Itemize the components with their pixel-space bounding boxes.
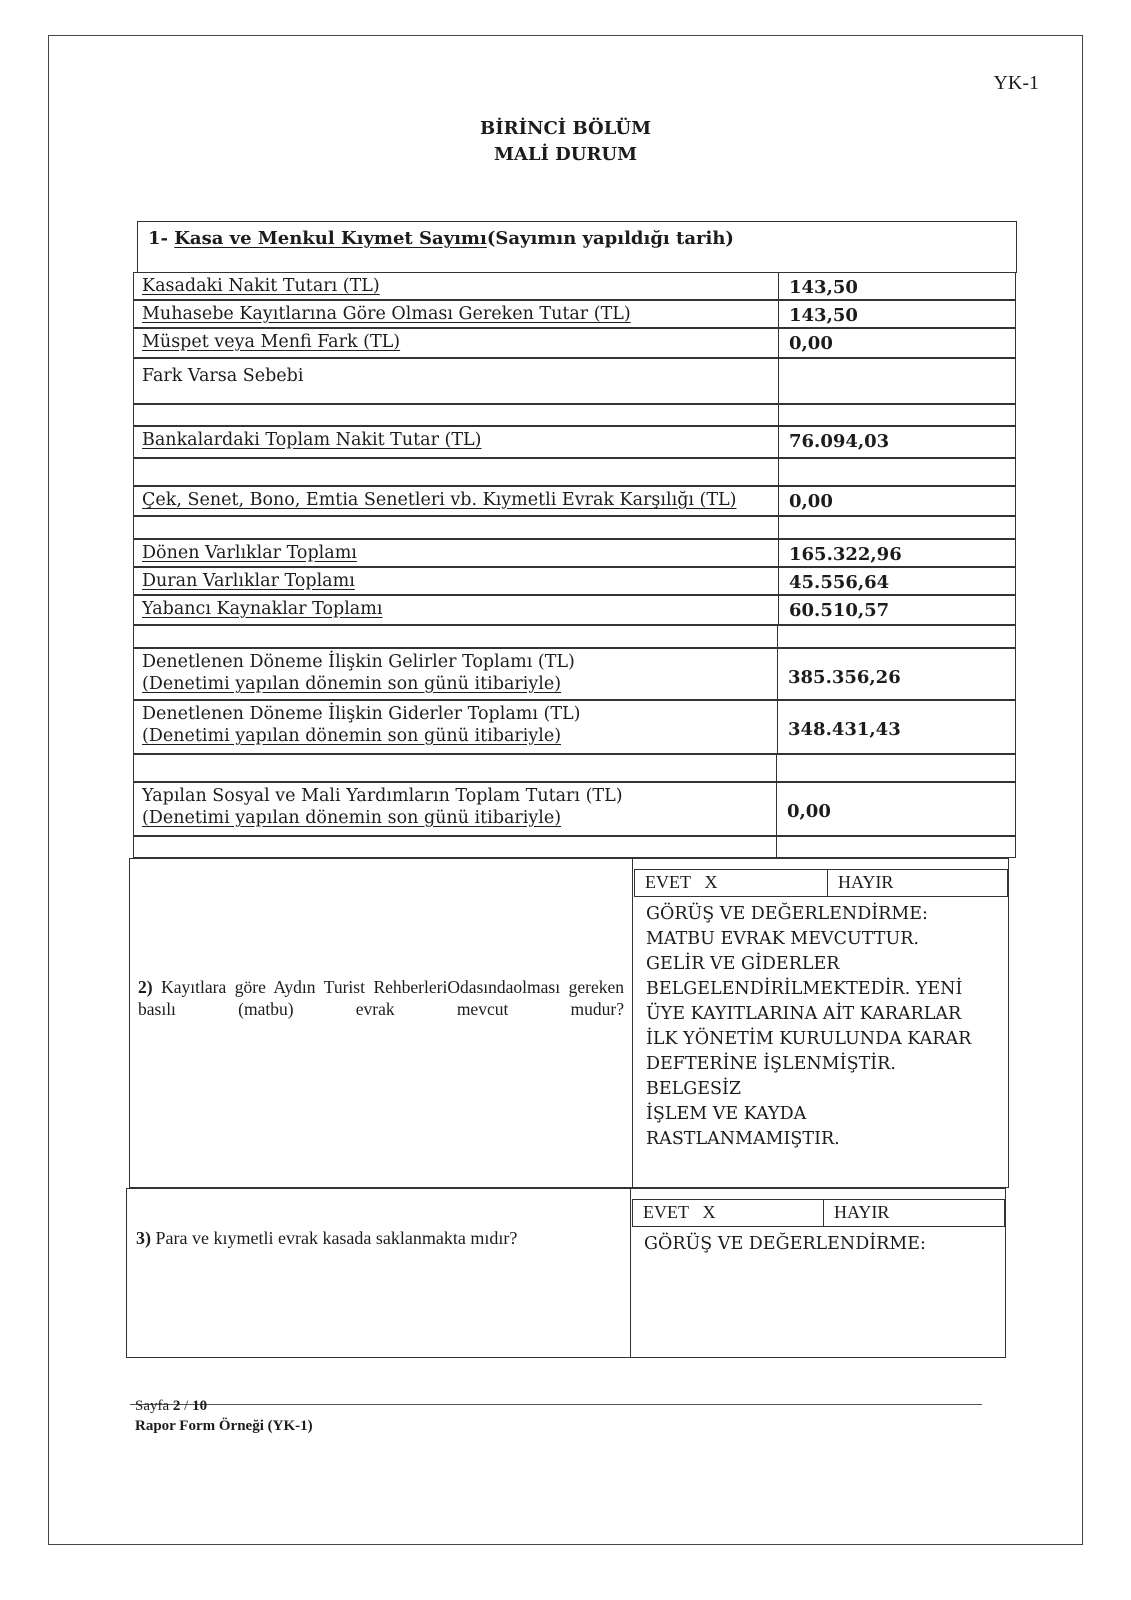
table-spacer-row xyxy=(133,625,1016,648)
section1-title xyxy=(137,221,1017,273)
row-value: 45.556,64 xyxy=(778,568,1017,594)
row-label xyxy=(134,701,777,749)
review-line: GELİR VE GİDERLER xyxy=(646,954,840,974)
row-value: 348.431,43 xyxy=(777,701,1017,753)
evet-check-mark: X xyxy=(702,1202,716,1222)
row-label-text: Muhasebe Kayıtlarına Göre Olması Gereken Tutar (TL) xyxy=(142,304,631,324)
row-value: 385.356,26 xyxy=(777,649,1017,699)
row-label-text: Yapılan Sosyal ve Mali Yardımların Toplam Tutarı (TL) xyxy=(142,786,623,806)
question2-answer-row xyxy=(634,869,1008,897)
question2-hayir-option[interactable] xyxy=(827,870,1009,896)
page-number xyxy=(135,1398,207,1415)
table-row xyxy=(133,486,1016,516)
question3-evet-option[interactable] xyxy=(633,1200,823,1226)
question3-review-title: GÖRÜŞ VE DEĞERLENDİRME: xyxy=(644,1234,926,1254)
row-label-text: Fark Varsa Sebebi xyxy=(142,366,304,386)
hayir-label: HAYIR xyxy=(838,872,894,892)
row-value: 143,50 xyxy=(778,301,1017,327)
row-label xyxy=(134,783,776,831)
row-label-text: Çek, Senet, Bono, Emtia Senetleri vb. Kıymetli Evrak Karşılığı (TL) xyxy=(142,490,737,510)
table-row xyxy=(133,648,1016,700)
row-value: 60.510,57 xyxy=(778,596,1017,624)
review-line: MATBU EVRAK MEVCUTTUR. xyxy=(646,929,919,949)
section1-title-main: Kasa ve Menkul Kıymet Sayımı xyxy=(174,228,487,249)
row-label-text: Dönen Varlıklar Toplamı xyxy=(142,543,357,563)
row-value: 0,00 xyxy=(778,487,1017,515)
row-label xyxy=(134,329,778,355)
row-label-text: Müspet veya Menfi Fark (TL) xyxy=(142,332,401,352)
question2-review-text xyxy=(646,927,996,1152)
section1-title-date: (Sayımın yapıldığı tarih) xyxy=(486,228,734,249)
row-value: 0,00 xyxy=(778,329,1017,357)
table-spacer-row xyxy=(133,458,1016,486)
review-line: DEFTERİNE İŞLENMİŞTİR. BELGESİZ xyxy=(646,1054,896,1099)
question3-answer-row xyxy=(632,1199,1005,1227)
question3-number: 3) xyxy=(136,1228,151,1248)
table-row xyxy=(133,328,1016,358)
table-spacer-cell xyxy=(776,755,1017,781)
question3-hayir-option[interactable] xyxy=(823,1200,1006,1226)
row-sublabel-text: (Denetimi yapılan dönemin son günü itibariyle) xyxy=(142,808,562,828)
row-label-text: Denetlenen Döneme İlişkin Giderler Toplamı (TL) xyxy=(142,704,581,724)
table-spacer-cell xyxy=(777,626,1017,647)
row-sublabel-text: (Denetimi yapılan dönemin son günü itibariyle) xyxy=(142,726,562,746)
question2-evet-option[interactable] xyxy=(635,870,827,896)
table-spacer-row xyxy=(133,404,1016,426)
page-label: Sayfa xyxy=(135,1398,170,1414)
row-label xyxy=(134,568,778,594)
review-line: RASTLANMAMIŞTIR. xyxy=(646,1129,840,1149)
review-line: ÜYE KAYITLARINA AİT KARARLAR xyxy=(646,1004,962,1024)
table-row xyxy=(133,539,1016,567)
table-row xyxy=(133,300,1016,328)
row-value xyxy=(778,359,1017,403)
row-label-text: Duran Varlıklar Toplamı xyxy=(142,571,355,591)
review-line: İŞLEM VE KAYDA xyxy=(646,1104,807,1124)
evet-label: EVET xyxy=(645,872,691,892)
table-row xyxy=(133,426,1016,458)
row-label xyxy=(134,649,777,697)
row-label xyxy=(134,596,778,622)
row-label xyxy=(134,273,778,299)
document-code: YK-1 xyxy=(993,72,1039,94)
question3-text xyxy=(136,1227,626,1249)
question2-review xyxy=(636,900,1006,1154)
row-sublabel-text: (Denetimi yapılan dönemin son günü itibariyle) xyxy=(142,674,562,694)
table-spacer-row xyxy=(133,754,1016,782)
footer-divider xyxy=(130,1404,982,1405)
row-value: 143,50 xyxy=(778,273,1017,299)
question3-label: Para ve kıymetli evrak kasada saklanmakta mıdır? xyxy=(155,1228,518,1248)
review-line: BELGELENDİRİLMEKTEDİR. YENİ xyxy=(646,979,963,999)
section-heading: BİRİNCİ BÖLÜM xyxy=(480,118,651,139)
row-label xyxy=(134,487,778,513)
row-label-text: Bankalardaki Toplam Nakit Tutar (TL) xyxy=(142,430,482,450)
table-spacer-cell xyxy=(778,459,1017,485)
row-value: 0,00 xyxy=(776,783,1017,835)
question2-number: 2) xyxy=(138,977,153,997)
table-spacer-cell xyxy=(776,837,1017,857)
row-label-text: Denetlenen Döneme İlişkin Gelirler Toplamı (TL) xyxy=(142,652,575,672)
row-label xyxy=(134,427,778,453)
table-spacer-row xyxy=(133,516,1016,539)
page-current: 2 xyxy=(172,1398,181,1414)
table-spacer-cell xyxy=(778,517,1017,538)
table-row xyxy=(133,567,1016,595)
table-spacer-cell xyxy=(778,405,1017,425)
question2-review-title: GÖRÜŞ VE DEĞERLENDİRME: xyxy=(646,904,928,924)
row-label xyxy=(134,301,778,327)
section-subheading: MALİ DURUM xyxy=(493,144,638,165)
hayir-label: HAYIR xyxy=(834,1202,890,1222)
question3-review xyxy=(634,1230,1004,1259)
section1-number: 1- xyxy=(148,228,168,249)
page-total: 10 xyxy=(192,1398,208,1414)
row-label-text: Yabancı Kaynaklar Toplamı xyxy=(142,599,383,619)
table-spacer-row xyxy=(133,836,1016,858)
evet-label: EVET xyxy=(643,1202,689,1222)
table-row xyxy=(133,358,1016,404)
row-label xyxy=(134,540,778,566)
row-label-text: Kasadaki Nakit Tutarı (TL) xyxy=(142,276,380,296)
row-value: 165.322,96 xyxy=(778,540,1017,566)
row-value: 76.094,03 xyxy=(778,427,1017,457)
table-row xyxy=(133,595,1016,625)
review-line: İLK YÖNETİM KURULUNDA KARAR xyxy=(646,1029,972,1049)
row-label xyxy=(134,363,778,389)
question2-text xyxy=(138,976,624,1020)
table-row xyxy=(133,782,1016,836)
table-row xyxy=(133,272,1016,300)
table-row xyxy=(133,700,1016,754)
page-separator: / xyxy=(184,1398,189,1414)
question2-label: Kayıtlara göre Aydın Turist RehberleriOdasındaolması gereken basılı (matbu) evrak mevcut mudur? xyxy=(138,977,624,1019)
evet-check-mark: X xyxy=(704,872,718,892)
form-name: Rapor Form Örneği (YK-1) xyxy=(135,1418,313,1434)
